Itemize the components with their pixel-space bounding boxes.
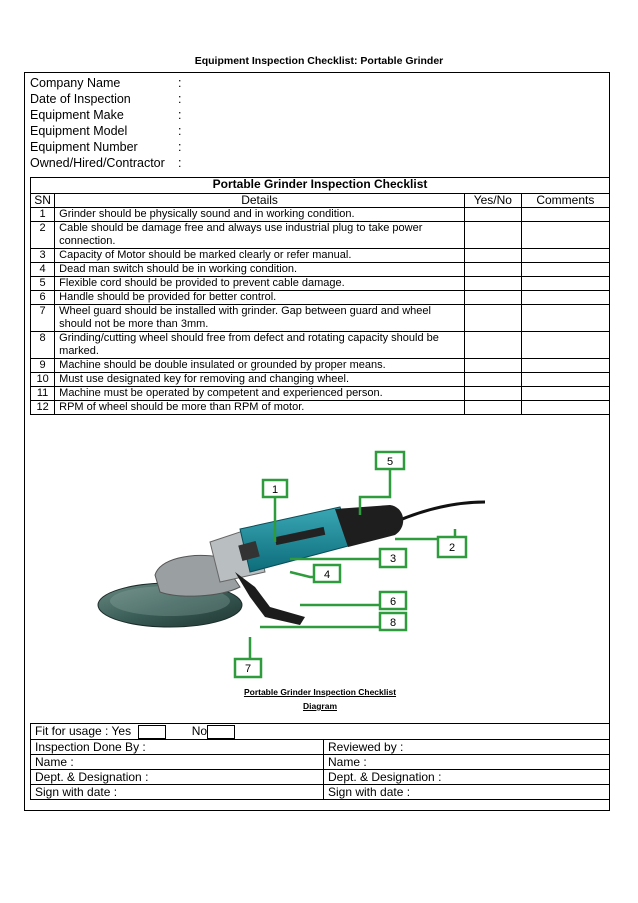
row-sn: 6: [31, 291, 55, 305]
row-details: Grinder should be physically sound and in working condition.: [55, 208, 465, 222]
row-yesno-cell[interactable]: [464, 359, 521, 373]
sign-left: Sign with date :: [31, 784, 324, 799]
row-comments-cell[interactable]: [521, 291, 609, 305]
info-colon: :: [178, 156, 182, 170]
row-yesno-cell[interactable]: [464, 291, 521, 305]
checklist-row: [31, 291, 610, 305]
name-left: Name :: [31, 754, 324, 769]
header-sn: SN: [31, 194, 55, 208]
callout-label: 2: [448, 542, 456, 554]
signoff-table: [30, 723, 610, 800]
reviewed-by: Reviewed by :: [324, 739, 610, 754]
info-label: Owned/Hired/Contractor: [30, 156, 165, 170]
checklist-row: [31, 373, 610, 387]
row-yesno-cell[interactable]: [464, 277, 521, 291]
grinder-illustration: [98, 502, 485, 627]
row-details: RPM of wheel should be more than RPM of motor.: [55, 401, 465, 415]
callout-4: [314, 565, 340, 582]
fit-row: [31, 724, 610, 740]
dept-row: [31, 769, 610, 784]
fit-cell: [31, 724, 610, 740]
name-row: [31, 754, 610, 769]
callout-8: [380, 613, 406, 630]
callout-1: [263, 480, 287, 497]
info-row-owned: [30, 155, 188, 171]
row-details: Wheel guard should be installed with grinder. Gap between guard and wheel should not be more than 3mm.: [55, 305, 465, 332]
row-details: Grinding/cutting wheel should free from defect and rotating capacity should be marked.: [55, 332, 465, 359]
row-comments-cell[interactable]: [521, 305, 609, 332]
row-sn: 9: [31, 359, 55, 373]
row-yesno-cell[interactable]: [464, 387, 521, 401]
row-comments-cell[interactable]: [521, 222, 609, 249]
row-yesno-cell[interactable]: [464, 401, 521, 415]
info-colon: :: [178, 76, 182, 90]
row-sn: 8: [31, 332, 55, 359]
checklist-row: [31, 277, 610, 291]
row-details: Flexible cord should be provided to prevent cable damage.: [55, 277, 465, 291]
sign-right: Sign with date :: [324, 784, 610, 799]
row-sn: 5: [31, 277, 55, 291]
row-details: Capacity of Motor should be marked clearly or refer manual.: [55, 249, 465, 263]
row-details: Machine must be operated by competent and experienced person.: [55, 387, 465, 401]
info-label: Equipment Make: [30, 108, 124, 122]
info-row-date: [30, 91, 188, 107]
callout-label: 4: [323, 569, 331, 581]
callout-3: [380, 549, 406, 567]
checklist-row: [31, 263, 610, 277]
inspection-row: [31, 739, 610, 754]
info-row-number: [30, 139, 188, 155]
row-yesno-cell[interactable]: [464, 263, 521, 277]
document-title: Equipment Inspection Checklist: Portable Grinder: [194, 55, 444, 67]
dept-right: Dept. & Designation :: [324, 769, 610, 784]
callout-5: [376, 452, 404, 469]
row-details: Dead man switch should be in working condition.: [55, 263, 465, 277]
info-colon: :: [178, 108, 182, 122]
yes-checkbox[interactable]: [138, 725, 166, 739]
callout-7: [235, 659, 261, 677]
callout-2: [438, 537, 466, 557]
row-details: Cable should be damage free and always use industrial plug to take power connection.: [55, 222, 465, 249]
checklist-row: [31, 387, 610, 401]
callout-label: 1: [271, 484, 279, 496]
checklist-row: [31, 208, 610, 222]
grinder-diagram: [90, 447, 490, 687]
callout-label: 3: [389, 553, 397, 565]
no-label: No: [191, 724, 208, 738]
name-right: Name :: [324, 754, 610, 769]
row-details: Machine should be double insulated or grounded by proper means.: [55, 359, 465, 373]
callout-label: 6: [389, 596, 397, 608]
row-yesno-cell[interactable]: [464, 208, 521, 222]
checklist-row: [31, 249, 610, 263]
info-label: Equipment Model: [30, 124, 128, 138]
row-yesno-cell[interactable]: [464, 332, 521, 359]
row-sn: 12: [31, 401, 55, 415]
checklist-caption: Portable Grinder Inspection Checklist: [31, 178, 610, 194]
row-yesno-cell[interactable]: [464, 249, 521, 263]
fit-label: Fit for usage :: [35, 724, 109, 738]
info-colon: :: [178, 124, 182, 138]
info-row-make: [30, 107, 188, 123]
row-yesno-cell[interactable]: [464, 305, 521, 332]
row-details: Handle should be provided for better control.: [55, 291, 465, 305]
row-comments-cell[interactable]: [521, 263, 609, 277]
row-comments-cell[interactable]: [521, 387, 609, 401]
checklist-row: [31, 222, 610, 249]
sign-row: [31, 784, 610, 799]
checklist-header-row: [31, 194, 610, 208]
row-comments-cell[interactable]: [521, 332, 609, 359]
diagram-caption-line1: Portable Grinder Inspection Checklist: [243, 687, 397, 697]
row-comments-cell[interactable]: [521, 249, 609, 263]
row-sn: 3: [31, 249, 55, 263]
row-details: Must use designated key for removing and changing wheel.: [55, 373, 465, 387]
checklist-row: [31, 332, 610, 359]
callout-label: 5: [386, 456, 394, 468]
diagram-caption: [200, 685, 440, 713]
info-colon: :: [178, 92, 182, 106]
checklist-row: [31, 305, 610, 332]
row-sn: 10: [31, 373, 55, 387]
header-details: Details: [55, 194, 465, 208]
info-colon: :: [178, 140, 182, 154]
equipment-info: [30, 75, 188, 171]
yes-label: Yes: [111, 724, 132, 738]
checklist-table: [30, 177, 610, 415]
checklist-body: [31, 208, 610, 415]
checklist-row: [31, 401, 610, 415]
row-yesno-cell[interactable]: [464, 373, 521, 387]
row-sn: 2: [31, 222, 55, 249]
row-sn: 4: [31, 263, 55, 277]
no-checkbox[interactable]: [207, 725, 235, 739]
row-comments-cell[interactable]: [521, 208, 609, 222]
row-comments-cell[interactable]: [521, 277, 609, 291]
row-sn: 7: [31, 305, 55, 332]
diagram-caption-line2: Diagram: [302, 701, 337, 711]
row-yesno-cell[interactable]: [464, 222, 521, 249]
inspection-by: Inspection Done By :: [31, 739, 324, 754]
info-row-company: [30, 75, 188, 91]
callout-6: [380, 592, 406, 609]
row-comments-cell[interactable]: [521, 359, 609, 373]
info-row-model: [30, 123, 188, 139]
callout-label: 8: [389, 617, 397, 629]
row-comments-cell[interactable]: [521, 373, 609, 387]
checklist-row: [31, 359, 610, 373]
callout-label: 7: [244, 663, 252, 675]
info-label: Company Name: [30, 76, 121, 90]
row-comments-cell[interactable]: [521, 401, 609, 415]
row-sn: 11: [31, 387, 55, 401]
header-yesno: Yes/No: [464, 194, 521, 208]
row-sn: 1: [31, 208, 55, 222]
info-label: Date of Inspection: [30, 92, 131, 106]
header-comments: Comments: [521, 194, 609, 208]
dept-left: Dept. & Designation :: [31, 769, 324, 784]
info-label: Equipment Number: [30, 140, 138, 154]
